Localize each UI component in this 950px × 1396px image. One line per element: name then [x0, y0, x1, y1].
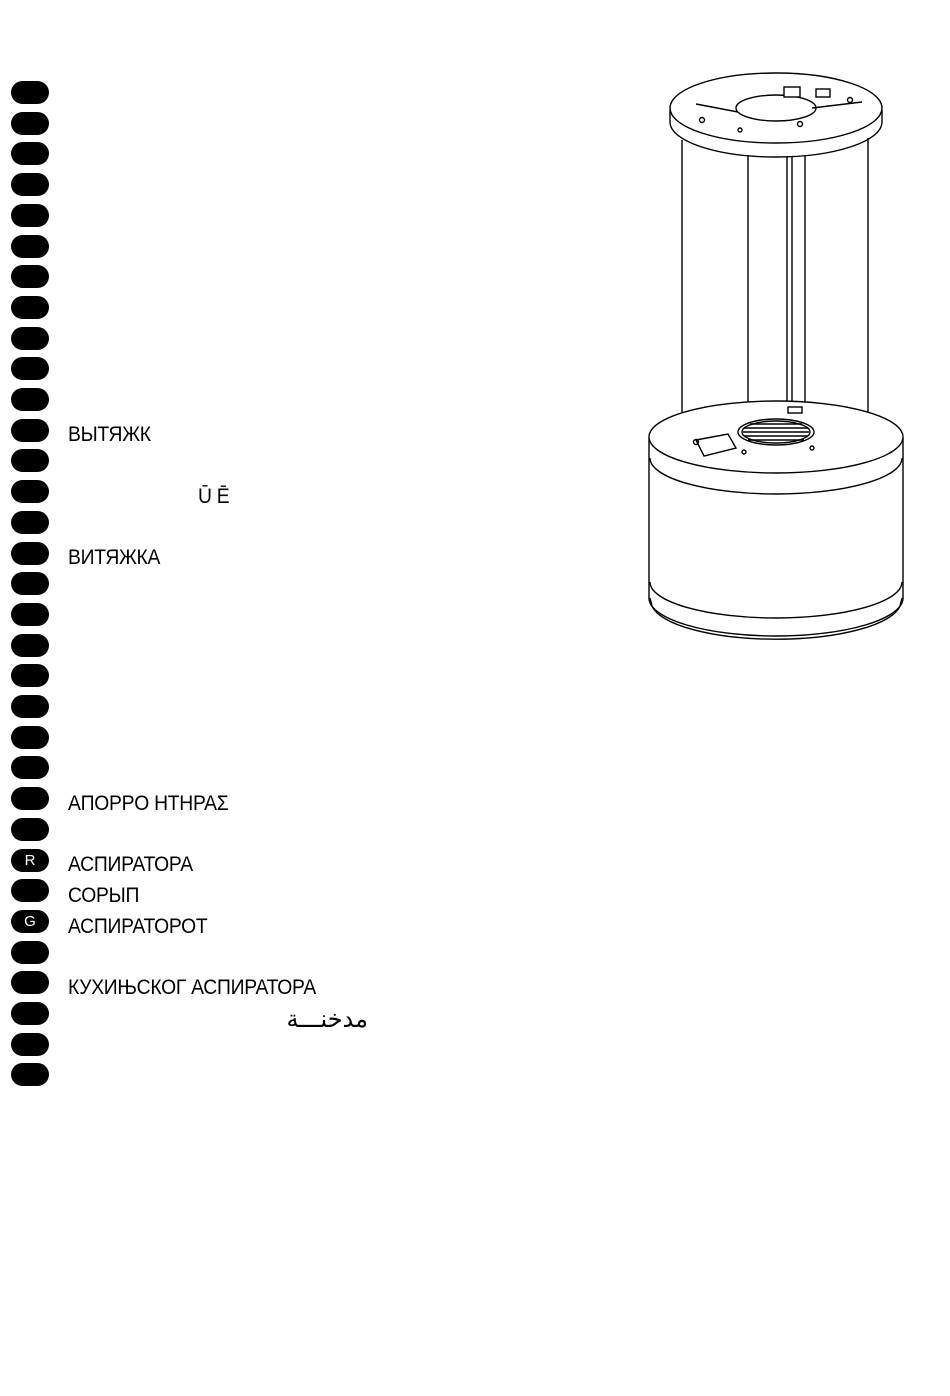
label-lv-fragment: Ū Ē — [198, 485, 230, 508]
language-marker — [11, 941, 49, 964]
language-marker — [11, 542, 49, 565]
language-marker — [11, 726, 49, 749]
ceiling-plate-hole — [736, 95, 816, 121]
language-marker — [11, 634, 49, 657]
language-marker — [11, 265, 49, 288]
label-ar: مدخنـــة — [286, 1005, 368, 1033]
language-marker — [11, 204, 49, 227]
language-marker — [11, 818, 49, 841]
label-sr: КУХИЊСКОГ АСПИРАТОРА — [68, 976, 316, 999]
language-marker — [11, 419, 49, 442]
language-marker — [11, 449, 49, 472]
language-marker — [11, 971, 49, 994]
language-marker — [11, 1033, 49, 1056]
language-marker — [11, 480, 49, 503]
language-marker — [11, 603, 49, 626]
label-uk: ВИТЯЖКА — [68, 546, 161, 569]
language-marker-code: G — [24, 912, 36, 930]
language-marker — [11, 787, 49, 810]
language-marker — [11, 695, 49, 718]
language-marker — [11, 1002, 49, 1025]
language-marker — [11, 511, 49, 534]
language-marker — [11, 235, 49, 258]
language-marker — [11, 664, 49, 687]
language-marker — [11, 388, 49, 411]
cooker-hood-illustration — [640, 60, 915, 660]
label-kk: СОРЫП — [68, 884, 140, 907]
language-marker — [11, 173, 49, 196]
label-ru: ВЫТЯЖК — [68, 423, 151, 446]
language-marker — [11, 1063, 49, 1086]
language-marker-column — [0, 0, 60, 1100]
language-marker — [11, 756, 49, 779]
label-el: ΑΠΟΡΡΟ ΗΤΗΡΑΣ — [68, 792, 229, 815]
language-marker — [11, 142, 49, 165]
language-marker — [11, 327, 49, 350]
language-marker — [11, 357, 49, 380]
label-bg: АСПИРАТОРА — [68, 853, 193, 876]
language-marker — [11, 879, 49, 902]
language-marker-code: R — [24, 851, 36, 869]
language-marker — [11, 849, 49, 872]
language-marker — [11, 296, 49, 319]
language-marker — [11, 81, 49, 104]
language-marker — [11, 572, 49, 595]
language-marker — [11, 910, 49, 933]
label-mk: АСПИРАТОРОТ — [68, 915, 208, 938]
language-marker — [11, 112, 49, 135]
